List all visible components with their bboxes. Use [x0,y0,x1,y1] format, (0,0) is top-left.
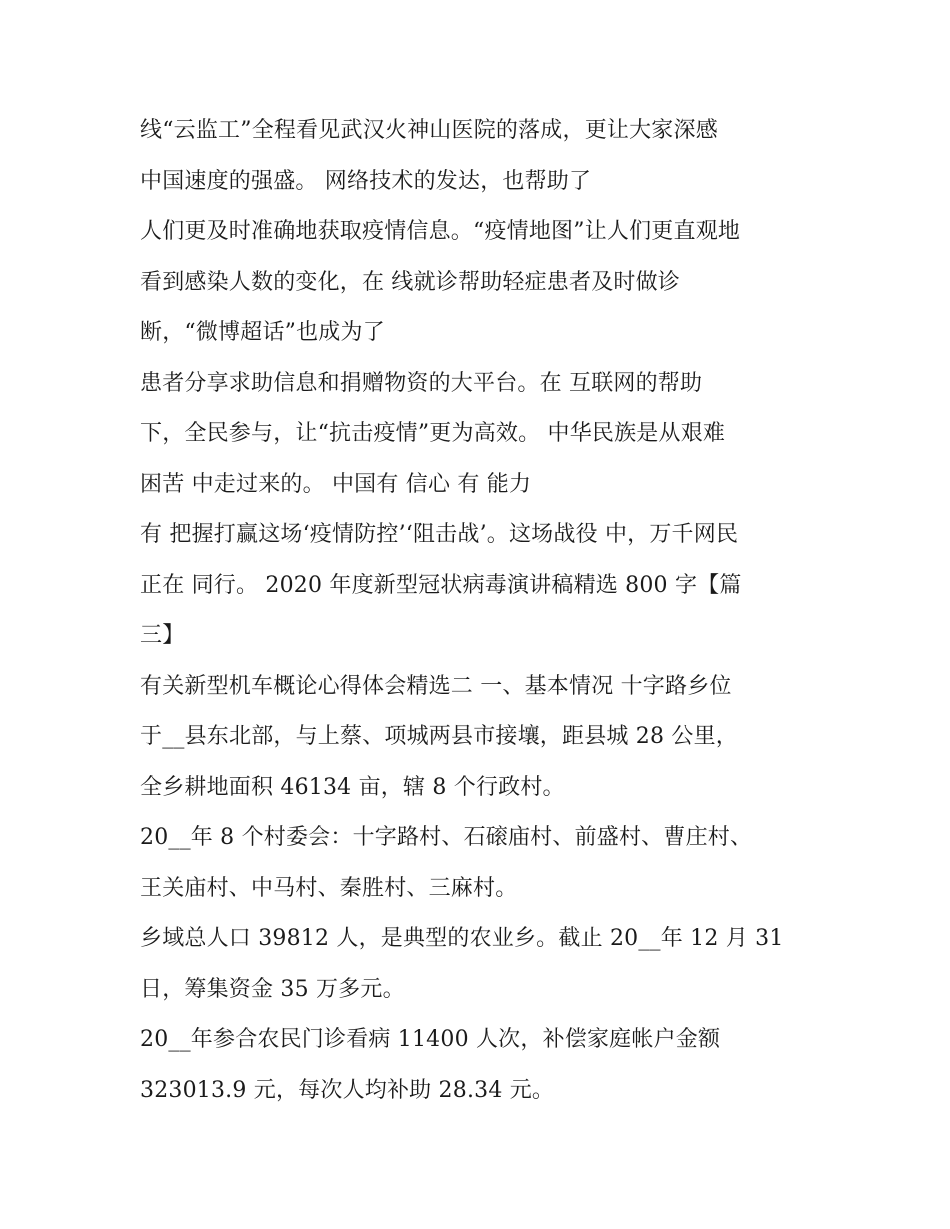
text-line: 人们更及时准确地获取疫情信息。“疫情地图”让人们更直观地 [140,219,741,244]
text-line: 全乡耕地面积 46134 亩，辖 8 个行政村。 [140,774,565,800]
text-line: 下，全民参与，让“抗击疫情”更为高效。 中华民族是从艰难 [140,421,726,446]
text-line: 王关庙村、中马村、秦胜村、三麻村。 [140,875,518,901]
text-line: 于__县东北部，与上蔡、项城两县市接壤，距县城 28 公里， [140,724,738,749]
text-line: 看到感染人数的变化，在 线就诊帮助轻症患者及时做诊 [140,269,680,295]
text-line: 20__年参合农民门诊看病 11400 人次，补偿家庭帐户金额 [140,1027,721,1052]
text-line: 断，“微博超话”也成为了 [140,320,385,345]
text-line: 有 把握打赢这场‘疫情防控’‘阻击战’。这场战役 中，万千网民 [140,522,739,547]
text-line: 有关新型机车概论心得体会精选二 一、基本情况 十字路乡位 [140,673,732,699]
text-line: 困苦 中走过来的。 中国有 信心 有 能力 [140,471,532,497]
text-line: 患者分享求助信息和捐赠物资的大平台。在 互联网的帮助 [140,370,703,396]
text-line: 乡域总人口 39812 人，是典型的农业乡。截止 20__年 12 月 31 [140,926,784,951]
text-line: 三】 [140,623,185,648]
text-line: 日，筹集资金 35 万多元。 [140,976,405,1002]
text-line: 323013.9 元，每次人均补助 28.34 元。 [140,1077,555,1103]
text-line: 线“云监工”全程看见武汉火神山医院的落成，更让大家深感 [140,118,718,143]
text-line: 20__年 8 个村委会：十字路村、石磙庙村、前盛村、曹庄村、 [140,825,753,850]
body-text [140,106,840,1116]
text-line: 中国速度的强盛。 网络技术的发达，也帮助了 [140,168,592,194]
text-line: 正在 同行。 2020 年度新型冠状病毒演讲稿精选 800 字【篇 [140,572,742,598]
